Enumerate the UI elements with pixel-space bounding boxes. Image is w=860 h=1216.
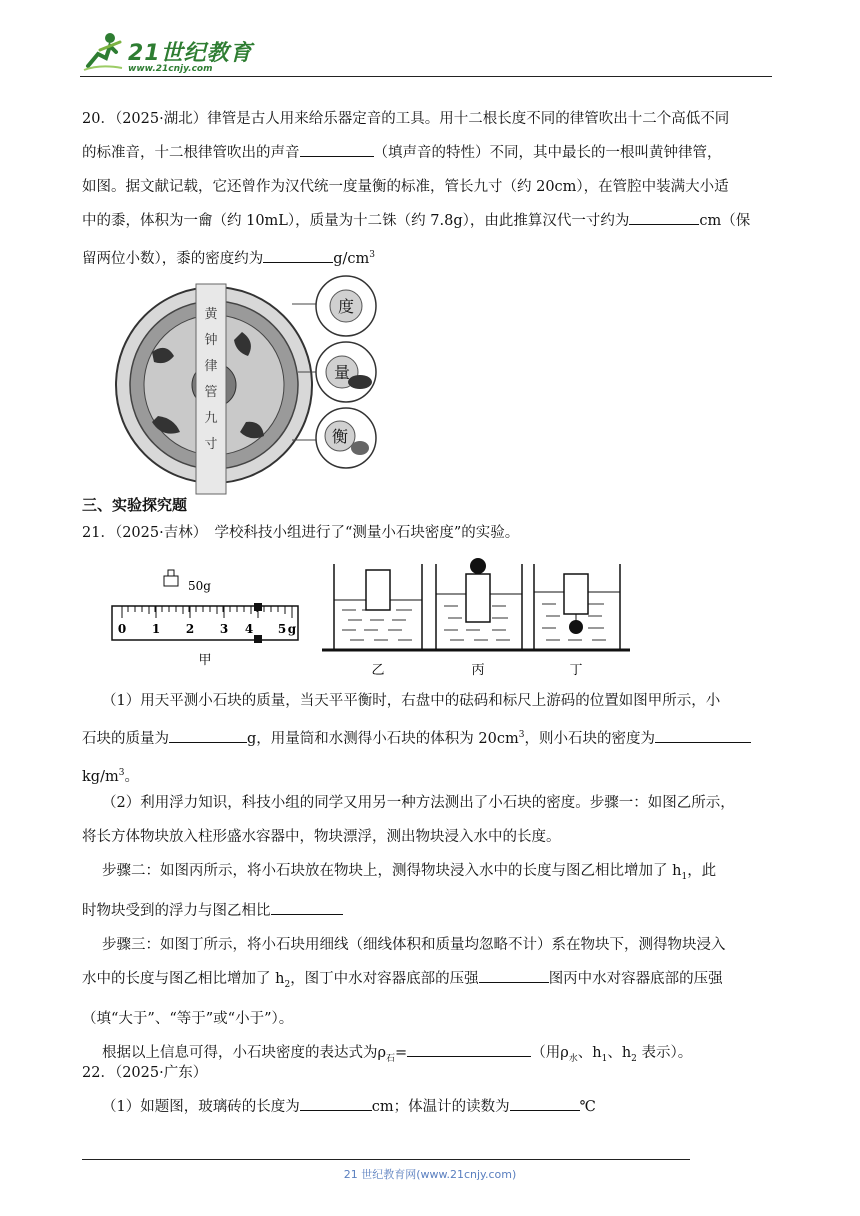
q22-part1: （1）如题图，玻璃砖的长度为 cm；体温计的读数为 ℃ — [82, 1090, 782, 1124]
label-yi: 乙 — [371, 663, 385, 678]
q20-line1: 20．（2025·湖北）律管是古人用来给乐器定音的工具。用十二根长度不同的律管吹出十二个高低不同 — [82, 111, 730, 127]
q20-line3: 如图。据文献记载，它还曾作为汉代统一度量衡的标准，管长九寸（约 20cm），在管腔中装满大小适 — [82, 179, 729, 195]
q21-p2-line2: 将长方体物块放入柱形盛水容器中，物块漂浮，测出物块浸入水中的长度。 — [82, 829, 561, 845]
q20-line2: 的标准音，十二根律管吹出的声音 （填声音的特性）不同，其中最长的一根叫黄钟律管， — [82, 136, 782, 170]
weight-label: 50g — [188, 579, 211, 593]
svg-text:黄: 黄 — [204, 307, 218, 322]
footer-text: 21 世纪教育网(www.21cnjy.com) — [343, 1168, 517, 1181]
tick-2: 2 — [185, 622, 195, 636]
tick-3: 3 — [219, 622, 229, 636]
q22-intro: 22．（2025·广东） — [82, 1065, 208, 1081]
footer-divider — [82, 1159, 690, 1160]
tick-5: 5 — [277, 622, 287, 636]
q20-label-du: 度 — [337, 297, 355, 316]
q21-blank-expression[interactable] — [407, 1038, 531, 1057]
q21-part2 — [82, 786, 782, 1076]
tick-unit: g — [287, 622, 297, 636]
logo-text: 21世纪教育 — [128, 41, 253, 66]
svg-text:管: 管 — [204, 385, 218, 400]
label-bing: 丙 — [471, 663, 485, 678]
header-divider — [80, 76, 772, 77]
q21-step3-line3: （填“大于”、“等于”或“小于”）。 — [82, 1010, 294, 1027]
svg-text:钟: 钟 — [204, 333, 218, 348]
tick-0: 0 — [117, 622, 127, 636]
q20-label-heng: 衡 — [331, 427, 349, 446]
q20-figure-huangzhong-pipe — [112, 272, 402, 498]
figure-bing-container — [436, 558, 522, 678]
q21-step3-line2: 水中的长度与图乙相比增加了 $h_2$，图丁中水对容器底部的压强 图丙中水对容器底部的压强 — [82, 962, 782, 1002]
svg-text:九: 九 — [204, 411, 218, 426]
q21-blank-density[interactable] — [655, 724, 751, 743]
q21-step2-line1: 步骤二：如图丙所示，将小石块放在物块上，测得物块浸入水中的长度与图乙相比增加了 $h_1$，此 — [102, 863, 717, 882]
q21-p2-line1: （2）利用浮力知识，科技小组的同学又用另一种方法测出了小石块的密度。步骤一：如图乙所示， — [102, 795, 735, 811]
q22-text — [82, 1056, 782, 1124]
q21-intro: 21．（2025·吉林） 学校科技小组进行了“测量小石块密度”的实验。 — [82, 525, 520, 541]
figure-ding-container — [534, 564, 620, 678]
figure-jia-scale — [112, 570, 298, 668]
label-ding: 丁 — [569, 663, 583, 678]
q20-blank-cun-length[interactable] — [629, 206, 699, 225]
q21-step3-line1: 步骤三：如图丁所示，将小石块用细线（细线体积和质量均忽略不计）系在物块下，测得物块浸入 — [102, 936, 726, 953]
q20-text — [82, 102, 782, 276]
q20-blank-sound-property[interactable] — [300, 138, 374, 157]
q20-line4: 中的黍，体积为一龠（约 10mL），质量为十二铢（约 7.8g），由此推算汉代一寸约为 cm（保 — [82, 204, 782, 238]
svg-text:寸: 寸 — [204, 437, 218, 452]
q22-blank-temperature[interactable] — [510, 1092, 580, 1111]
q21-p1-line1: （1）用天平测小石块的质量，当天平平衡时，右盘中的砝码和标尺上游码的位置如图甲所示，小 — [102, 693, 721, 709]
section-title-experiments: 三、实验探究题 — [82, 496, 188, 514]
q20-line5: 留两位小数），黍的密度约为 $g/cm^3$ — [82, 238, 782, 276]
page-header — [80, 30, 772, 78]
q22-blank-length[interactable] — [300, 1092, 372, 1111]
q21-expression-line: 根据以上信息可得，小石块密度的表达式为$\rho_石=$ （用$\rho_水$、$h_1$、$h_2$ 表示）。 — [82, 1036, 782, 1076]
q20-label-liang: 量 — [333, 363, 351, 382]
figure-yi-container — [334, 564, 422, 678]
tick-4: 4 — [244, 622, 254, 636]
logo-url: www.21cnjy.com — [128, 64, 213, 74]
q21-p1-line3: $kg/m^3$。 — [82, 767, 139, 785]
q21-step2-line2: 时物块受到的浮力与图乙相比 — [82, 894, 782, 928]
q21-blank-mass[interactable] — [169, 724, 247, 743]
logo-runner-icon — [80, 30, 126, 74]
q21-p1-line2: 石块的质量为 g，用量筒和水测得小石块的体积为 $20cm^3$，则小石块的密度为 — [82, 718, 782, 756]
label-jia: 甲 — [198, 653, 212, 668]
q21-blank-pressure[interactable] — [479, 964, 549, 983]
q21-figure — [100, 554, 640, 678]
q21-blank-buoyancy[interactable] — [271, 896, 343, 915]
svg-text:律: 律 — [204, 359, 218, 374]
tick-1: 1 — [151, 622, 161, 636]
q21-part1 — [82, 684, 782, 794]
q20-blank-density[interactable] — [263, 244, 333, 263]
